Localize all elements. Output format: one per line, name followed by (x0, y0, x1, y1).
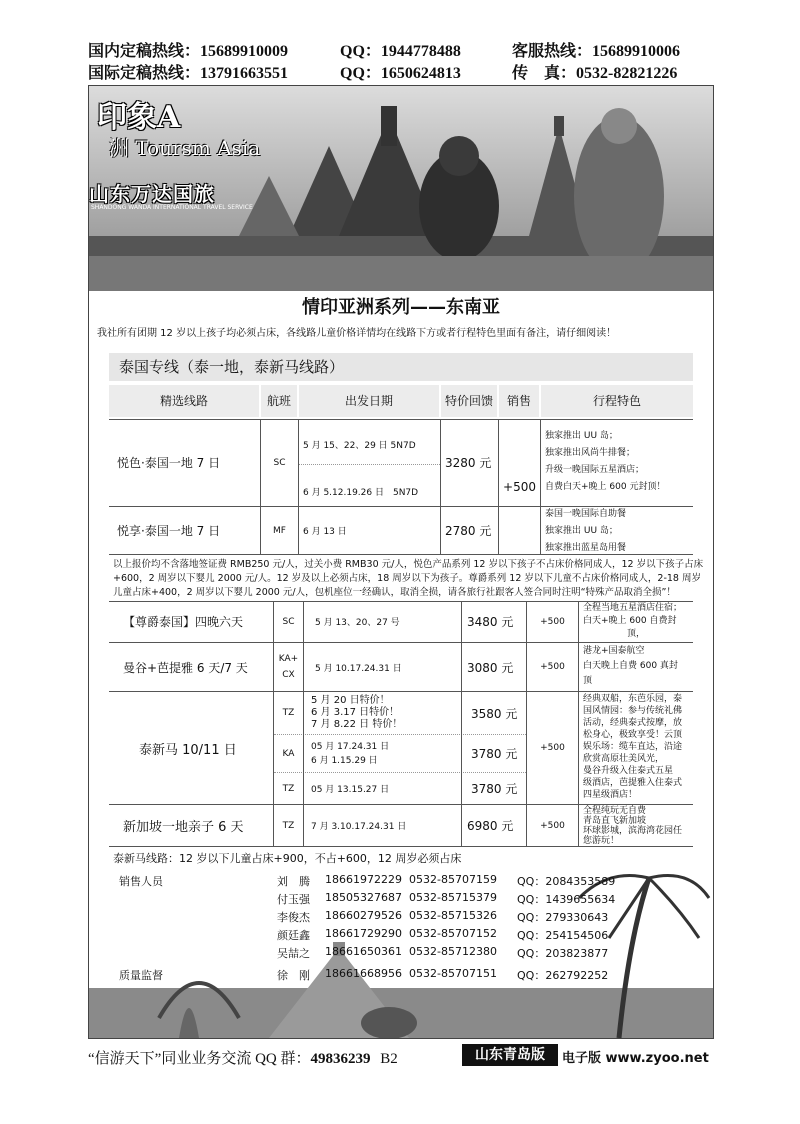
header-sale: 销售 (499, 385, 539, 417)
company-logo-en: SHANDONG WANDA INTERNATIONAL TRAVEL SERVICE (91, 204, 253, 211)
route-price: 3580 元 (471, 706, 518, 721)
feature-item: 顶 (583, 676, 593, 686)
staff-tel: 0532-85715379 (409, 891, 497, 904)
table-divider (540, 419, 541, 554)
footer-group (88, 1047, 398, 1068)
staff-name: 付玉强 (277, 893, 310, 906)
route-price: 2780 元 (445, 524, 492, 538)
sale-markup: +500 (540, 662, 565, 672)
staff-mobile: 18660279526 (325, 909, 402, 922)
section-title: 泰国专线（泰一地，泰新马线路） (109, 353, 693, 381)
route-date: 5 月 10.17.24.31 日 (315, 663, 402, 674)
feature-item: 独家推出蓝星岛用餐 (545, 543, 627, 553)
feature-item: 松身心，极致享受！云顶 (583, 730, 683, 740)
feature-item: 独家推出 UU 岛； (545, 431, 618, 441)
feature-item: 青岛直飞新加坡 (583, 816, 647, 826)
staff-qq: QQ：2084353589 (517, 875, 616, 888)
sale-markup: +500 (540, 743, 565, 753)
feature-item: 港龙+国泰航空 (583, 646, 645, 656)
feature-item: 您游玩！ (583, 836, 620, 846)
feature-item: 全程纯玩无自费 (583, 806, 647, 816)
feature-item: 泰国一晚国际自助餐 (545, 509, 627, 519)
feature-item: 经典双船，东芭乐园，泰 (583, 694, 683, 704)
route-flight: KA (282, 748, 295, 759)
page-number: B2 (380, 1051, 398, 1067)
feature-item: 国风情园：参与传统礼佛 (583, 706, 683, 716)
company-logo: 山东万达国旅 (89, 182, 215, 206)
staff-qq: QQ：203823877 (517, 947, 609, 960)
policy-line: +600，2 周岁以下婴儿 2000 元/人。12 岁及以上必须占床，18 周岁以下为孩子。尊爵系列 12 岁以下儿童不占床价格同成人，2-18 周岁 (113, 573, 701, 584)
table-divider (109, 846, 693, 847)
sales-label: 销售人员 (119, 875, 163, 888)
staff-name: 徐 刚 (277, 969, 310, 982)
route-date: 5 月 13、20、27 号 (315, 618, 400, 628)
logo-asia: 印象A (97, 100, 181, 135)
table-divider (440, 419, 441, 554)
staff-mobile: 18661668956 (325, 967, 402, 980)
sale-markup: +500 (540, 616, 565, 627)
staff-mobile: 18661972229 (325, 873, 402, 886)
staff-tel: 0532-85707151 (409, 967, 497, 980)
route-date: 05 月 13.15.27 日 (311, 785, 390, 795)
route-date: 7 月 3.10.17.24.31 日 (311, 822, 407, 832)
footer-group-number: 49836239 (310, 1051, 371, 1067)
staff-name: 吴喆之 (277, 947, 310, 960)
feature-item: 全程当地五星酒店住宿； (583, 603, 683, 613)
route-name: 悦色·泰国一地 7 日 (117, 456, 221, 470)
feature-item: 顶， (627, 629, 646, 639)
route-flight: SC (273, 457, 286, 468)
staff-qq: QQ：254154506 (517, 929, 609, 942)
header-features: 行程特色 (541, 385, 693, 417)
international-hotline: 国际定稿热线：13791663551 (88, 65, 289, 82)
sale-markup: +500 (540, 820, 565, 831)
feature-item: 欣赏高原壮美风光， (583, 754, 665, 764)
route-flight: TZ (282, 708, 295, 718)
staff-tel: 0532-85712380 (409, 945, 497, 958)
sale-markup: +500 (503, 479, 536, 494)
feature-item: 白天+晚上 600 自费封 (583, 616, 677, 626)
row-divider (299, 464, 440, 465)
feature-item: 活动，经典泰式按摩，放 (583, 718, 683, 728)
staff-tel: 0532-85707152 (409, 927, 497, 940)
feature-item: 升级一晚国际五星酒店； (545, 465, 645, 475)
feature-item: 环球影城，滨海湾花园任 (583, 826, 683, 836)
route-date: 5 月 20 日特价！ 6 月 3.17 日特价！ 7 月 8.22 日 特价！ (311, 695, 403, 730)
features-list (545, 428, 665, 496)
service-hotline: 客服热线：15689910006 (512, 43, 681, 60)
features-list (583, 644, 678, 689)
table-divider (303, 601, 304, 846)
features-list (545, 506, 626, 557)
header-price: 特价回馈 (441, 385, 497, 417)
tsm-child-policy: 泰新马线路：12 岁以下儿童占床+900，不占+600，12 周岁必须占床 (113, 852, 462, 865)
route-name: 新加坡一地亲子 6 天 (123, 820, 244, 835)
feature-item: 娱乐场：缆车直达，沿途 (583, 742, 683, 752)
quality-label: 质量监督 (119, 969, 163, 982)
domestic-hotline: 国内定稿热线：15689910009 (88, 43, 289, 60)
route-price: 3780 元 (471, 782, 518, 796)
edition-badge: 山东青岛版 (462, 1044, 558, 1066)
route-date: 6 月 13 日 (303, 527, 347, 537)
feature-item: 曼谷升级入住泰式五星 (583, 766, 674, 776)
feature-item: 自费白天+晚上 600 元封顶！ (545, 482, 666, 492)
header-route: 精选线路 (109, 385, 259, 417)
header-flight: 航班 (261, 385, 297, 417)
table-divider (578, 601, 579, 846)
policy-line: 儿童占床+400，2 周岁以下婴儿 2000 元/人，包机座位一经确认，取消全损，请各旅行社跟客人签合同时注明“特殊产品取消全损”！ (113, 587, 676, 598)
features-list (583, 602, 682, 641)
staff-qq: QQ：279330643 (517, 911, 609, 924)
route-flight: KA+ CX (278, 654, 299, 680)
policy-line: 以上报价均不含落地签证费 RMB250 元/人，过关小费 RMB30 元/人，悦色产品系列 12 岁以下孩子不占床价格同成人，12 岁以下孩子占床 (113, 559, 704, 570)
header-date: 出发日期 (299, 385, 439, 417)
staff-name: 颜廷鑫 (277, 929, 310, 942)
staff-mobile: 18661650361 (325, 945, 402, 958)
banner-image (89, 86, 713, 291)
fax-line: 传 真：0532-82821226 (512, 65, 678, 82)
staff-name: 刘 腾 (277, 875, 310, 888)
route-date: 5 月 15、22、29 日 5N7D (303, 440, 416, 451)
route-price: 3280 元 (445, 456, 492, 470)
domestic-qq: QQ：1944778488 (340, 43, 461, 60)
page-title: 情印亚洲系列——东南亚 (302, 297, 500, 318)
feature-item: 级酒店，芭提雅入住泰式 (583, 778, 683, 788)
route-name: 悦享·泰国一地 7 日 (117, 524, 221, 538)
staff-name: 李俊杰 (277, 911, 310, 924)
feature-item: 独家推出风尚牛排餐； (545, 448, 636, 458)
staff-mobile: 18505327687 (325, 891, 402, 904)
features-list (583, 806, 682, 846)
staff-tel: 0532-85715326 (409, 909, 497, 922)
route-price: 6980 元 (467, 819, 514, 833)
ad-frame (88, 85, 714, 1039)
route-flight: MF (273, 525, 286, 536)
table-divider (461, 601, 462, 846)
international-qq: QQ：1650624813 (340, 65, 461, 82)
route-date: 6 月 5.12.19.26 日 5N7D (303, 487, 419, 498)
staff-mobile: 18661729290 (325, 927, 402, 940)
route-date: 05 月 17.24.31 日 6 月 1.15.29 日 (311, 741, 390, 766)
route-price: 3080 元 (467, 660, 514, 675)
route-flight: SC (282, 616, 295, 627)
route-name: 泰新马 10/11 日 (139, 742, 237, 758)
route-flight: TZ (282, 783, 295, 794)
route-price: 3780 元 (471, 747, 518, 761)
staff-qq: QQ：1439655634 (517, 893, 616, 906)
child-policy-notice: 我社所有团期 12 岁以上孩子均必须占床，各线路儿童价格详情均在线路下方或者行程特色里面有备注，请仔细阅读！ (97, 328, 617, 339)
feature-item: 白天晚上自费 600 真封 (583, 661, 678, 671)
table-divider (298, 419, 299, 554)
features-list (583, 693, 682, 801)
route-name: 【尊爵泰国】四晚六天 (123, 615, 244, 629)
feature-item: 四星级酒店！ (583, 790, 638, 800)
website-link[interactable]: 电子版 www.zyoo.net (562, 1051, 709, 1066)
route-flight: TZ (282, 820, 295, 831)
route-name: 曼谷+芭提雅 6 天/7 天 (123, 660, 248, 675)
route-price: 3480 元 (467, 615, 514, 629)
staff-tel: 0532-85707159 (409, 873, 497, 886)
staff-qq: QQ：262792252 (517, 969, 609, 982)
footer-group-label: “信游天下”同业业务交流 QQ 群： (88, 1051, 311, 1067)
logo-tourism: 洲 Toursm Asia (109, 136, 261, 160)
feature-item: 独家推出 UU 岛； (545, 526, 618, 536)
price-policy (113, 558, 703, 600)
